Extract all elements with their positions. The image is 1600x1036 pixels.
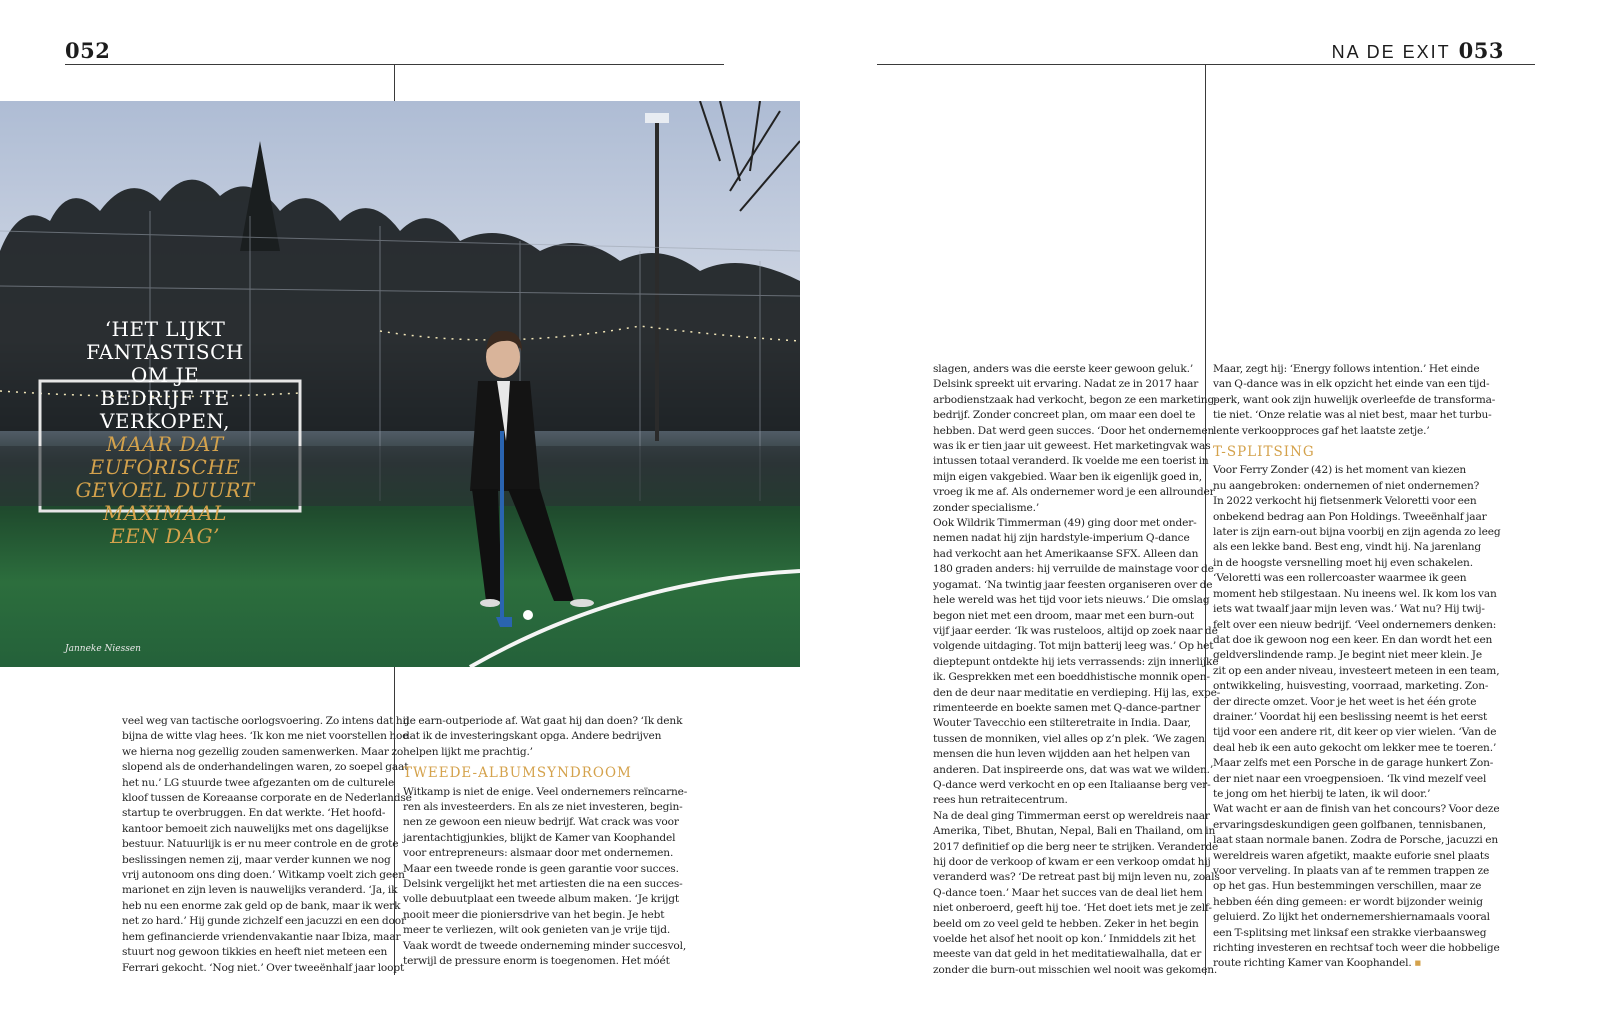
text-column-3: [933, 362, 1220, 978]
text-line: deal heb ik een auto gekocht om lekker mee te toeren.’: [1213, 741, 1497, 754]
text-line: een T-splitsing met linksaf een strakke vierbaansweg: [1213, 926, 1487, 939]
section-label: NA DE EXIT: [1331, 42, 1451, 62]
pull-quote-line-accent: EEN DAG’: [110, 524, 220, 548]
text-line: nen ze gewoon een nieuw bedrijf. Wat crack was voor: [403, 816, 679, 829]
text-line: Maar zelfs met een Porsche in de garage hunkert Zon-: [1213, 757, 1494, 770]
pull-quote-line-accent: MAAR DAT: [106, 432, 224, 456]
text-line: in de hoogste versnelling moet hij even schakelen.: [1213, 556, 1473, 569]
text-line: nooit meer die pioniersdrive van het begin. Je hebt: [403, 908, 665, 921]
hockey-field-photo: [0, 101, 800, 667]
text-line: Amerika, Tibet, Bhutan, Nepal, Bali en Thailand, om in: [933, 825, 1216, 838]
text-line: onbekend bedrag aan Pon Holdings. Tweeënhalf jaar: [1213, 510, 1487, 523]
text-line: heb nu een enorme zak geld op de bank, maar ik werk: [122, 899, 401, 912]
text-line: zonder die burn-out misschien wel nooit was gekomen.: [933, 963, 1218, 976]
text-line: veel weg van tactische oorlogsvoering. Zo intens dat hij: [122, 715, 409, 727]
pull-quote-line: ‘HET LIJKT: [104, 317, 226, 341]
text-line: de earn-outperiode af. Wat gaat hij dan doen? ‘Ik denk: [403, 715, 683, 727]
text-line: het nu.’ LG stuurde twee afgezanten om de culturele: [122, 776, 395, 789]
pull-quote-line: FANTASTISCH: [86, 340, 244, 364]
text-line: niet onberoerd, geeft hij toe. ‘Het doet iets met je zelf-: [933, 902, 1212, 915]
text-line: begon niet met een droom, maar met een burn-out: [933, 609, 1195, 622]
text-line: ontwikkeling, huisvesting, voorraad, marketing. Zon-: [1213, 680, 1489, 693]
text-line: arbodienstzaak had verkocht, begon ze een marketing-: [933, 393, 1218, 406]
pull-quote-line-accent: MAXIMAAL: [103, 501, 227, 525]
text-line: anderen. Dat inspireerde ons, dat was wat we wilden.’: [933, 763, 1214, 776]
text-line: hij door de verkoop of kwam er een verkoop omdat hij: [933, 856, 1211, 868]
text-line: startup te overbruggen. En dat werkte. ‘Het hoofd-: [122, 807, 386, 820]
text-line: dat doe ik gewoon nog een keer. En dan wordt het een: [1213, 633, 1493, 646]
text-line: bestuur. Natuurlijk is er nu meer controle en de grote: [122, 838, 399, 851]
text-line: volgende uitdaging. Tot mijn batterij leeg was.’ Op het: [933, 640, 1214, 653]
text-line: we hierna nog gezellig zouden samenwerken. Maar zo: [122, 745, 404, 758]
text-line: ik. Gesprekken met een boeddhistische monnik open-: [933, 671, 1210, 684]
pull-quote-line: VERKOPEN,: [99, 409, 231, 433]
text-line: Voor Ferry Zonder (42) is het moment van kiezen: [1213, 464, 1467, 477]
page-number-right: 053: [1458, 38, 1504, 63]
text-line: vrij autonoom ons ding doen.’ Witkamp voelt zich geen: [122, 869, 405, 882]
text-line: jarentachtigjunkies, blijkt de Kamer van Koophandel: [403, 831, 676, 844]
text-line: net zo hard.’ Hij gunde zichzelf een jacuzzi en een door: [122, 915, 406, 928]
text-line: Wouter Tavecchio een stilteretraite in India. Daar,: [933, 717, 1191, 730]
pull-quote-line: BEDRIJF TE: [100, 386, 230, 410]
text-line: iets wat twaalf jaar mijn leven was.’ Wat nu? Hij twij-: [1213, 603, 1485, 616]
text-line: moment heb stilgestaan. Nu ineens wel. Ik kom los van: [1213, 587, 1497, 600]
text-line: slopend als de onderhandelingen waren, zo soepel gaat: [122, 761, 409, 774]
text-line: marionet en zijn leven is nauwelijks veranderd. ‘Ja, ik: [122, 884, 398, 897]
text-line: nemen nadat hij zijn hardstyle-imperium Q-dance: [933, 532, 1190, 545]
text-line: terwijl de pressure enorm is toegenomen. Het móét: [403, 955, 670, 968]
text-line: rimenteerde en boekte samen met Q-dance-partner: [933, 701, 1201, 714]
text-line: hele wereld was het tijd voor iets nieuws.’ Die omslag: [933, 594, 1210, 607]
text-column-2: [403, 714, 687, 970]
text-line: Maar, zegt hij: ‘Energy follows intention.’ Het einde: [1213, 363, 1480, 375]
text-line: mijn eigen vakgebied. Waar ben ik eigenlijk goed in,: [933, 470, 1202, 483]
article-end-mark: ▪: [1411, 957, 1422, 970]
text-line: kloof tussen de Koreaanse corporate en de Nederlandse: [122, 792, 412, 805]
text-line: veranderd was? ‘De retreat past bij mijn leven nu, zoals: [933, 871, 1220, 884]
text-line: dieptepunt ontdekte hij iets verrassends: zijn innerlijke: [933, 655, 1219, 668]
subheading-tweede-albumsyndroom: TWEEDE-ALBUMSYNDROOM: [403, 765, 632, 782]
text-line: voelde het alsof het nooit op kon.’ Inmiddels zit het: [933, 933, 1196, 946]
text-line: bijna de witte vlag hees. ‘Ik kon me niet voorstellen hoe: [122, 730, 409, 743]
text-line: wereldreis waren afgetikt, maakte euforie snel plaats: [1213, 849, 1490, 862]
text-line: vroeg ik me af. Als ondernemer word je een allrounder: [933, 486, 1215, 499]
text-line: Wat wacht er aan de finish van het concours? Voor deze: [1213, 803, 1500, 816]
text-line: richting investeren en rechtsaf toch weer die hobbelige: [1213, 942, 1500, 955]
text-line: meer te verliezen, wilt ook genieten van je vrije tijd.: [403, 924, 671, 937]
text-line: ‘Veloretti was een rollercoaster waarmee ik geen: [1213, 572, 1467, 585]
text-line: slagen, anders was die eerste keer gewoon geluk.’: [933, 363, 1194, 375]
text-line: hebben één ding gemeen: er wordt bijzonder weinig: [1213, 895, 1483, 908]
text-line: volle debuutplaat een tweede album maken. ‘Je krijgt: [403, 893, 679, 906]
text-line: lente verkoopproces gaf het laatste zetje.’: [1213, 424, 1430, 437]
text-line: zit op een ander niveau, investeert meteen in een team,: [1213, 664, 1500, 677]
text-line: zonder specialisme.’: [933, 501, 1040, 514]
text-line: Delsink spreekt uit ervaring. Nadat ze in 2017 haar: [933, 378, 1199, 391]
text-line: route richting Kamer van Koophandel. ▪: [1213, 957, 1422, 970]
text-line: tijd voor een andere rit, dit keer op vier wielen. ‘Van de: [1213, 726, 1497, 739]
text-line: vijf jaar eerder. ‘Ik was rusteloos, altijd op zoek naar de: [933, 624, 1218, 637]
pull-quote-line-accent: GEVOEL DUURT: [75, 478, 255, 502]
text-line: hebben. Dat werd geen succes. ‘Door het ondernemen: [933, 424, 1215, 437]
text-line: perk, want ook zijn huwelijk overleefde de transforma-: [1213, 393, 1496, 406]
text-line: tie niet. ‘Onze relatie was al niet best, maar het turbu-: [1213, 409, 1492, 422]
text-line: rees hun retraitecentrum.: [933, 794, 1068, 807]
text-line: felt over een nieuw bedrijf. ‘Veel ondernemers denken:: [1213, 618, 1497, 631]
text-line: laat staan normale banen. Zodra de Porsche, jacuzzi en: [1213, 834, 1499, 847]
photo-credit: Janneke Niessen: [65, 644, 141, 654]
text-line: Maar een tweede ronde is geen garantie voor succes.: [403, 862, 679, 875]
text-line: 180 graden anders: hij verruilde de mainstage voor de: [933, 563, 1214, 576]
text-line: der directe omzet. Voor je het weet is het één grote: [1213, 695, 1477, 708]
page-number-left: 052: [65, 38, 111, 63]
pull-quote-line-accent: EUFORISCHE: [89, 455, 241, 479]
text-line: Ferrari gekocht. ‘Nog niet.’ Over tweeënhalf jaar loopt: [122, 961, 405, 974]
text-line: Q-dance werd verkocht en op een Italiaanse berg ver-: [933, 778, 1211, 791]
text-line: geluierd. Zo lijkt het ondernemershiernamaals vooral: [1213, 911, 1490, 924]
text-line: had verkocht aan het Amerikaanse SFX. Alleen dan: [933, 547, 1199, 560]
text-line: helpen lijkt me prachtig.’: [403, 745, 533, 758]
text-column-1: [122, 714, 412, 976]
text-line: voor entrepreneurs: alsmaar door met ondernemen.: [403, 847, 674, 860]
text-line: dat ik de investeringskant opga. Andere bedrijven: [403, 730, 662, 743]
text-line: In 2022 verkocht hij fietsenmerk Veloretti voor een: [1213, 495, 1477, 508]
text-line: voor verveling. In plaats van af te remmen trappen ze: [1213, 865, 1490, 877]
text-line: Ook Wildrik Timmerman (49) ging door met onder-: [933, 517, 1197, 530]
text-line: geldverslindende ramp. Je begint niet meer klein. Je: [1213, 649, 1483, 662]
text-line: mensen die hun leven wijdden aan het helpen van: [933, 748, 1191, 761]
text-line: van Q-dance was in elk opzicht het einde van een tijd-: [1213, 378, 1490, 391]
pull-quote-line: OM JE: [130, 363, 200, 387]
pull-quote: [60, 318, 270, 548]
text-line: intussen totaal veranderd. Ik voelde me een toerist in: [933, 455, 1209, 468]
text-line: 2017 definitief op die berg neer te strijken. Veranderde: [933, 840, 1219, 853]
column-divider-top-left: [394, 65, 395, 101]
text-line: ren als investeerders. En als ze niet investeren, begin-: [403, 801, 683, 814]
text-line: beslissingen nemen zij, maar verder kunnen we nog: [122, 853, 391, 866]
text-line: Q-dance toen.’ Maar het succes van de deal liet hem: [933, 886, 1203, 899]
text-line: den de deur naar meditatie en verdieping. Hij las, expe-: [933, 686, 1221, 699]
text-line: als een lekke band. Best eng, vindt hij. Na jarenlang: [1213, 541, 1482, 554]
text-line: later is zijn earn-out bijna voorbij en zijn agenda zo leeg: [1213, 526, 1501, 539]
text-line: beeld om zo veel geld te hebben. Zeker in het begin: [933, 917, 1199, 930]
text-line: Delsink vergelijkt het met artiesten die na een succes-: [403, 878, 683, 891]
text-line: stuurt nog gewoon tikkies en heeft niet meteen een: [122, 946, 388, 959]
text-line: Na de deal ging Timmerman eerst op wereldreis naar: [933, 809, 1210, 822]
text-line: der niet naar een vroegpensioen. ‘Ik vind mezelf veel: [1213, 772, 1487, 785]
text-line: Witkamp is niet de enige. Veel ondernemers reïncarne-: [403, 785, 688, 798]
text-line: bedrijf. Zonder concreet plan, om maar een doel te: [933, 409, 1196, 422]
text-line: yogamat. ‘Na twintig jaar feesten organiseren over de: [933, 578, 1213, 591]
text-line: nu aangebroken: ondernemen of niet ondernemen?: [1213, 479, 1480, 492]
text-line: meeste van dat geld in het meditatiewalhalla, dat er: [933, 948, 1202, 961]
text-line: hem gefinancierde vriendenvakantie naar Ibiza, maar: [122, 930, 401, 943]
text-line: drainer.’ Voordat hij een beslissing neemt is het eerst: [1213, 710, 1488, 723]
text-column-4: [1213, 362, 1501, 972]
subheading-t-splitsing: T-SPLITSING: [1213, 444, 1315, 461]
text-line: te jong om het hierbij te laten, ik wil door.’: [1213, 787, 1431, 800]
text-line: tussen de monniken, viel alles op z’n plek. ‘We zagen: [933, 732, 1205, 745]
text-line: kantoor bemoeit zich nauwelijks met ons dagelijkse: [122, 822, 389, 835]
page-header-right: [1332, 38, 1504, 63]
text-line: ervaringsdeskundigen geen golfbanen, tennisbanen,: [1213, 818, 1487, 831]
header-rule-right: [877, 64, 1535, 65]
text-line: was ik er tien jaar uit geweest. Het marketingvak was: [933, 440, 1211, 453]
text-line: Vaak wordt de tweede onderneming minder succesvol,: [403, 939, 687, 952]
text-line: op het gas. Hun bestemmingen verschillen, maar ze: [1213, 880, 1482, 893]
